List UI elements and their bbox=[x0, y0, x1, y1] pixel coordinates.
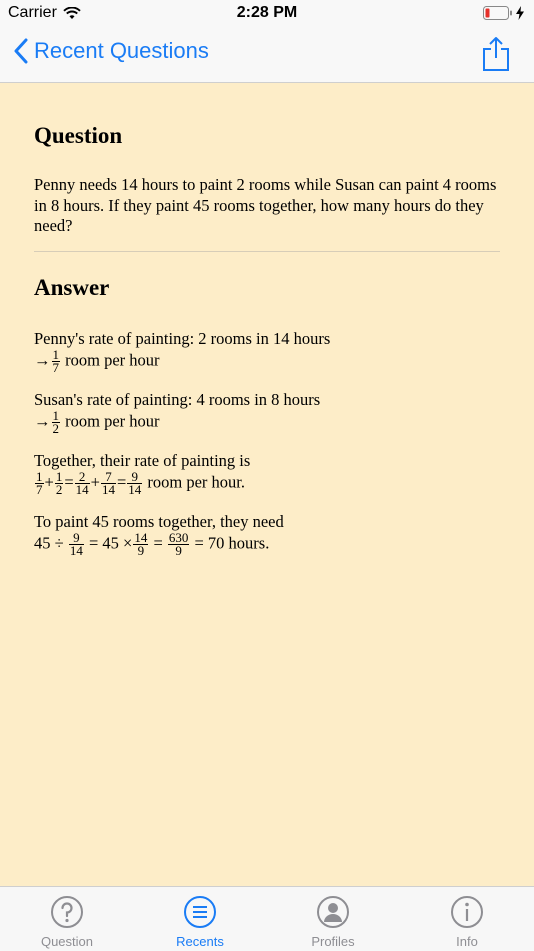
answer-heading: Answer bbox=[34, 275, 110, 300]
combined-rate-equation bbox=[34, 471, 514, 496]
fraction-denominator: 14 bbox=[101, 482, 115, 497]
fraction bbox=[127, 471, 142, 496]
rate-unit: room per hour bbox=[65, 411, 160, 431]
back-button[interactable] bbox=[14, 38, 209, 64]
question-detail-content bbox=[0, 83, 534, 886]
penny-rate-line: Penny's rate of painting: 2 rooms in 14 hours bbox=[34, 329, 331, 348]
fraction bbox=[75, 471, 90, 496]
back-button-label: Recent Questions bbox=[34, 38, 209, 63]
fraction-numerator: 1 bbox=[52, 347, 59, 362]
equals-operator: = bbox=[116, 472, 127, 492]
arrow-symbol: → bbox=[34, 411, 51, 431]
tab-question[interactable] bbox=[0, 887, 134, 951]
fraction bbox=[101, 471, 116, 496]
charging-bolt-icon bbox=[516, 6, 524, 20]
status-bar bbox=[0, 0, 534, 28]
fraction-denominator: 7 bbox=[52, 360, 59, 375]
tab-recents[interactable] bbox=[133, 887, 267, 951]
multiplication-step: = 45 × bbox=[88, 533, 133, 553]
final-result: = 70 hours. bbox=[194, 533, 270, 553]
arrow-symbol: → bbox=[34, 350, 51, 370]
rate-unit: room per hour. bbox=[147, 472, 245, 492]
fraction-denominator: 14 bbox=[75, 482, 89, 497]
equals-operator: = bbox=[64, 472, 74, 492]
fraction-denominator: 9 bbox=[175, 543, 182, 558]
fraction bbox=[52, 410, 61, 435]
tab-info-label: Info bbox=[456, 934, 478, 949]
carrier-label: Carrier bbox=[8, 4, 57, 21]
section-divider bbox=[34, 251, 500, 252]
tab-recents-label: Recents bbox=[176, 934, 224, 949]
fraction-denominator: 14 bbox=[69, 543, 83, 558]
fraction-denominator: 2 bbox=[52, 421, 59, 436]
answer-step-susan bbox=[34, 389, 514, 435]
answer-step-combined bbox=[34, 450, 514, 496]
question-circle-icon bbox=[50, 895, 84, 929]
plus-operator: + bbox=[90, 472, 100, 492]
tab-profiles[interactable] bbox=[266, 887, 400, 951]
chevron-left-icon bbox=[14, 38, 28, 64]
fraction-numerator: 2 bbox=[75, 471, 90, 484]
fraction bbox=[52, 349, 61, 374]
susan-rate-line: Susan's rate of painting: 4 rooms in 8 hours bbox=[34, 390, 321, 409]
rate-unit: room per hour bbox=[65, 350, 160, 370]
penny-rate-result bbox=[34, 349, 514, 374]
fraction-numerator: 7 bbox=[101, 471, 116, 484]
fraction bbox=[69, 532, 84, 557]
question-text: Penny needs 14 hours to paint 2 rooms while Susan can paint 4 rooms in 8 hours. If they paint 45 rooms together, how many hours do they need? bbox=[34, 175, 497, 235]
status-time: 2:28 PM bbox=[236, 4, 298, 21]
fraction-numerator: 630 bbox=[168, 530, 189, 545]
tab-info[interactable] bbox=[400, 887, 534, 951]
fraction-denominator: 2 bbox=[55, 482, 63, 497]
total-hours-equation bbox=[34, 532, 514, 557]
battery-low-icon bbox=[483, 6, 513, 20]
division-prefix: 45 ÷ bbox=[34, 533, 64, 553]
equals-operator: = bbox=[153, 533, 163, 553]
fraction-numerator: 14 bbox=[134, 530, 148, 545]
fraction bbox=[133, 532, 148, 557]
fraction bbox=[55, 471, 64, 496]
answer-step-total bbox=[34, 511, 514, 557]
fraction-numerator: 9 bbox=[127, 471, 142, 484]
fraction-numerator: 1 bbox=[55, 469, 63, 484]
fraction bbox=[168, 532, 190, 557]
info-circle-icon bbox=[450, 895, 484, 929]
tab-profiles-label: Profiles bbox=[311, 934, 355, 949]
fraction-denominator: 14 bbox=[128, 482, 142, 497]
question-heading: Question bbox=[34, 123, 123, 148]
share-button[interactable] bbox=[482, 36, 510, 77]
total-hours-line: To paint 45 rooms together, they need bbox=[34, 512, 284, 531]
answer-step-penny bbox=[34, 328, 514, 374]
susan-rate-result bbox=[34, 410, 514, 435]
tab-bar bbox=[0, 886, 534, 951]
fraction-numerator: 1 bbox=[52, 408, 59, 423]
fraction-denominator: 7 bbox=[36, 482, 43, 497]
person-circle-icon bbox=[316, 895, 350, 929]
combined-rate-line: Together, their rate of painting is bbox=[34, 451, 251, 470]
tab-question-label: Question bbox=[40, 934, 94, 949]
navigation-bar bbox=[0, 28, 534, 83]
battery-indicator bbox=[483, 6, 524, 20]
fraction bbox=[35, 471, 44, 496]
fraction-numerator: 9 bbox=[69, 532, 84, 545]
fraction-denominator: 9 bbox=[137, 543, 145, 558]
share-icon bbox=[482, 36, 510, 72]
plus-operator: + bbox=[44, 472, 54, 492]
list-circle-icon bbox=[183, 895, 217, 929]
fraction-numerator: 1 bbox=[36, 469, 43, 484]
